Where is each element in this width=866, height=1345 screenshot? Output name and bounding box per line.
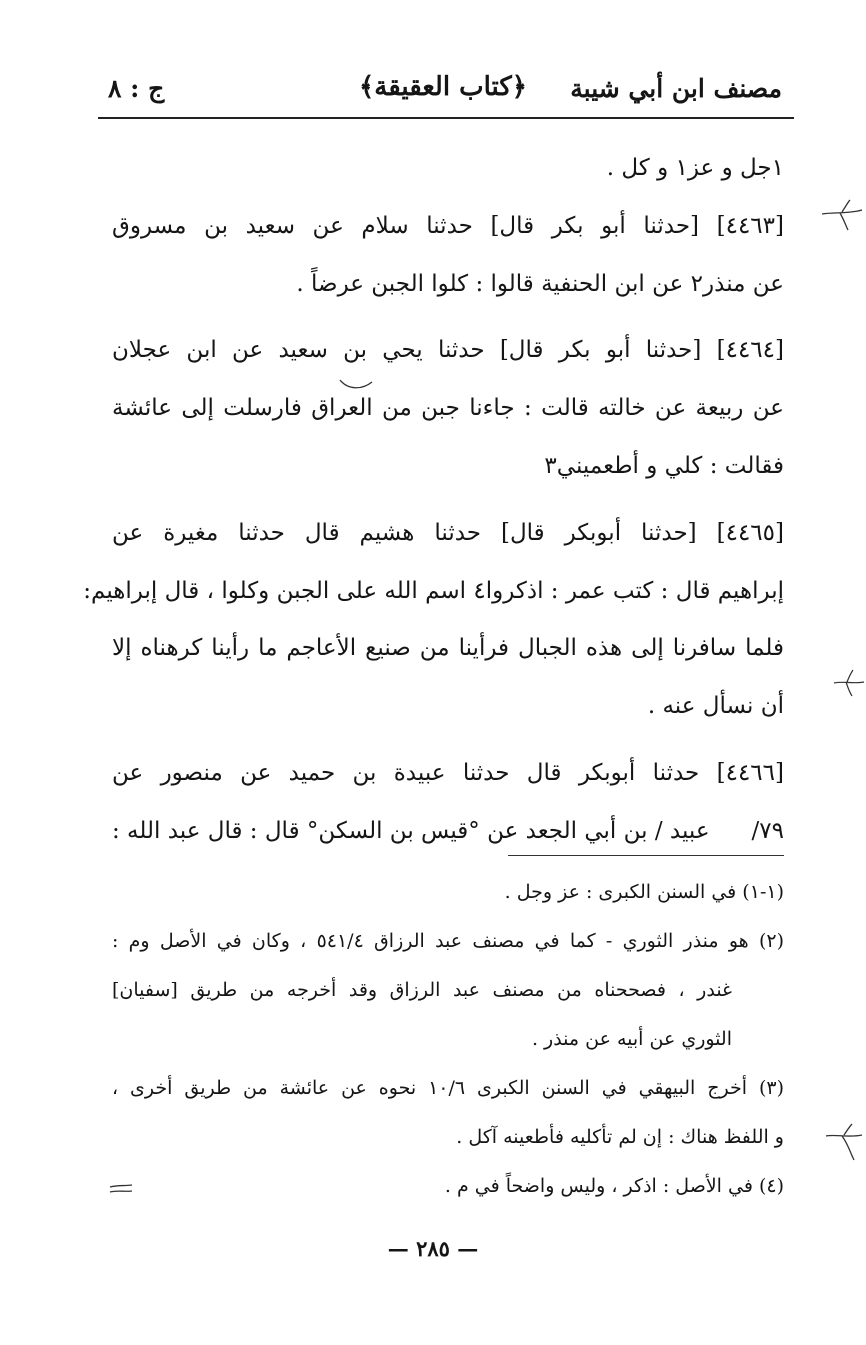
text-line: فلما سافرنا إلى هذه الجبال فرأينا من صنيع الأعاجم ما رأينا كرهناه إلا (112, 635, 784, 662)
header-divider (98, 117, 794, 119)
scan-mark-icon (824, 1122, 866, 1162)
footnote-line: الثوري عن أبيه عن منذر . (531, 1028, 732, 1050)
scan-mark-icon (338, 376, 374, 392)
chapter-title: ﴿كتاب العقيقة﴾ (359, 72, 527, 102)
footnote-divider (508, 855, 784, 856)
text-line: إبراهيم قال : كتب عمر : اذكروا٤ اسم الله على الجبن وكلوا ، قال إبراهيم: (83, 577, 784, 604)
footnote-line: و اللفظ هناك : إن لم تأكليه فأطعينه آكل . (456, 1126, 784, 1148)
page-marker: ٧٩/ (751, 817, 784, 844)
text-line: [٤٤٦٤] [حدثنا أبو بكر قال] حدثنا يحي بن سعيد عن ابن عجلان (112, 337, 784, 364)
main-text (83, 140, 784, 861)
scan-mark-icon (820, 198, 864, 232)
text-line: [٤٤٦٦] حدثنا أبوبكر قال حدثنا عبيدة بن حميد عن منصور عن (112, 759, 784, 786)
scan-mark-icon (108, 1183, 134, 1195)
page-header (98, 62, 788, 114)
page-number: — ٢٨٥ — (387, 1236, 479, 1261)
footnote-line: غندر ، فصححناه من مصنف عبد الرزاق وقد أخرجه من طريق [سفيان] (112, 979, 732, 1001)
text-line-content: عبيد / بن أبي الجعد عن °قيس بن السكن° قال : قال عبد الله : (112, 817, 710, 844)
text-line: فقالت : كلي و أطعميني٣ (544, 452, 784, 479)
text-line: [٤٤٦٣] [حدثنا أبو بكر قال] حدثنا سلام عن سعيد بن مسروق (112, 212, 784, 239)
volume-label: ج : ٨ (108, 74, 165, 103)
footnotes (112, 868, 784, 1211)
footnote-line: (٢) هو منذر الثوري - كما في مصنف عبد الرزاق ٥٤١/٤ ، وكان في الأصل وم : (112, 930, 785, 952)
book-title: مصنف ابن أبي شيبة (570, 74, 782, 103)
footnote-line: (٤) في الأصل : اذكر ، وليس واضحاً في م . (444, 1175, 784, 1197)
footnote-line: (٣) أخرج البيهقي في السنن الكبرى ١٠/٦ نحوه عن عائشة من طريق أخرى ، (112, 1077, 785, 1099)
scan-mark-icon (832, 668, 866, 698)
text-line (112, 803, 784, 861)
text-line: ١جل و عز١ و كل . (606, 155, 784, 181)
footnote-line: (١-١) في السنن الكبرى : عز وجل . (504, 881, 784, 903)
text-line: [٤٤٦٥] [حدثنا أبوبكر قال] حدثنا هشيم قال حدثنا مغيرة عن (112, 519, 784, 546)
text-line: أن نسأل عنه . (647, 693, 784, 720)
text-line: عن ربيعة عن خالته قالت : جاءنا جبن من العراق فارسلت إلى عائشة (112, 395, 784, 422)
text-line: عن منذر٢ عن ابن الحنفية قالوا : كلوا الجبن عرضاً . (296, 270, 784, 297)
